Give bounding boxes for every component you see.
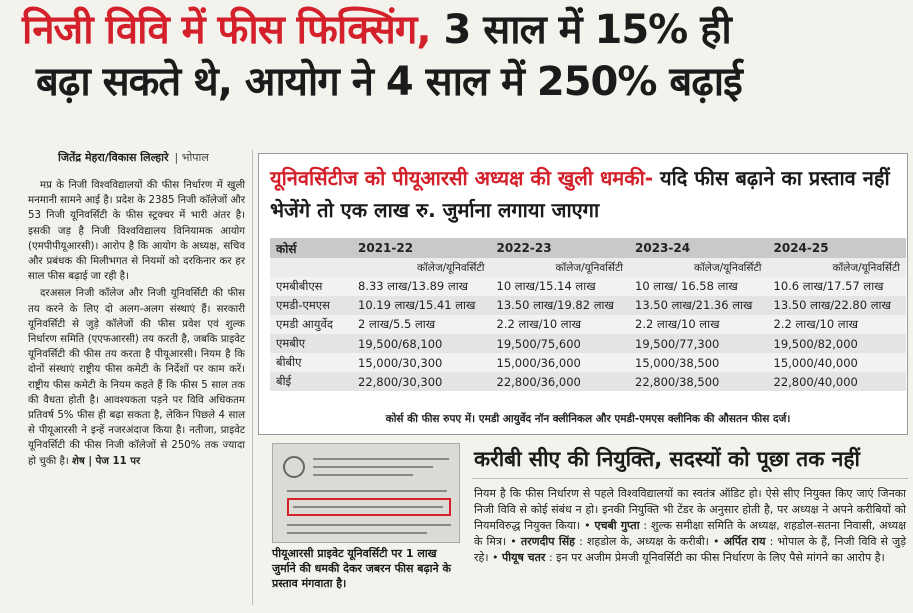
photo-text-line xyxy=(287,490,447,492)
fee-cell: 22,800/40,000 xyxy=(768,372,907,391)
photo-text-line xyxy=(313,458,449,460)
headline-red-text: निजी विवि में फीस फिक्सिंग, xyxy=(22,7,431,53)
fee-cell: 8.33 लाख/13.89 लाख xyxy=(352,277,491,296)
fee-cell: 15,000/36,000 xyxy=(491,353,630,372)
fee-cell: 15,000/30,300 xyxy=(352,353,491,372)
course-name: बीबीए xyxy=(270,353,352,372)
column-divider xyxy=(252,150,253,605)
section2-body xyxy=(474,486,906,566)
course-name: एमबीए xyxy=(270,334,352,353)
fee-cell: 2 लाख/5.5 लाख xyxy=(352,315,491,334)
fee-cell: 10 लाख/ 16.58 लाख xyxy=(629,277,768,296)
section2-intro: नियम है कि फीस निर्धारण से पहले विश्वविद्यालयों का स्वतंत्र ऑडिट हो। ऐसे सीए नियुक्त किए जाएं जिनका निजी विवि से कोई संबंध न हो। इनकी नियुक्ति भी टेंडर के अनुसार होती है, पर अध्यक्ष ने अपने करीबियों को नियमविरुद्ध नियुक्त किया। xyxy=(474,487,906,532)
fee-cell: 19,500/75,600 xyxy=(491,334,630,353)
subheader-college-university: कॉलेज/यूनिवर्सिटी xyxy=(629,258,768,277)
table-row xyxy=(270,315,906,334)
fee-table-header-row xyxy=(270,238,906,258)
continued-on-page: शेष | पेज 11 पर xyxy=(71,455,141,467)
photo-text-line xyxy=(313,466,433,468)
table-row xyxy=(270,277,906,296)
fee-cell: 10.19 लाख/15.41 लाख xyxy=(352,296,491,315)
fee-cell: 13.50 लाख/22.80 लाख xyxy=(768,296,907,315)
member-name: तरणदीप सिंह xyxy=(520,535,576,548)
member-desc: : भोपाल के हैं, निजी विवि से जुड़े रहे। xyxy=(474,535,907,564)
header-2024-25: 2024-25 xyxy=(768,238,907,258)
member-name: एचबी गुप्ता xyxy=(594,519,640,532)
fee-cell: 19,500/77,300 xyxy=(629,334,768,353)
fee-cell: 19,500/82,000 xyxy=(768,334,907,353)
table-row xyxy=(270,372,906,391)
subheader-college-university: कॉलेज/यूनिवर्सिटी xyxy=(768,258,907,277)
box-subheadline xyxy=(270,162,900,226)
table-row xyxy=(270,296,906,315)
course-name: एमबीबीएस xyxy=(270,277,352,296)
byline-place: | भोपाल xyxy=(174,151,209,164)
article-paragraph-1: मप्र के निजी विश्वविद्यालयों की फीस निर्धारण में खुली मनमानी सामने आई है। प्रदेश के 2385 निजी कॉलेजों और 53 निजी यूनिवर्सिटी के फीस स्ट्रक्चर में भारी अंतर है। इसकी जड़ है निजी विश्वविद्यालय विनियामक आयोग (एमपीपीयूआरसी)। आरोप है कि आयोग के अध्यक्ष, सचिव और प्रबंधक की मिलीभगत से नियमों को दरकिनार कर हर साल फीस बढ़ाई जा रही है। xyxy=(28,180,245,283)
table-row xyxy=(270,353,906,372)
table-row xyxy=(270,334,906,353)
headline-line-1 xyxy=(22,4,902,56)
fee-cell: 10.6 लाख/17.57 लाख xyxy=(768,277,907,296)
member-name: अर्पित राय xyxy=(723,535,766,548)
bullet-icon: • xyxy=(510,535,517,548)
photo-caption: पीयूआरसी प्राइवेट यूनिवर्सिटी पर 1 लाख जुर्माने की धमकी देकर जबरन फीस बढ़ाने के प्रस्ताव मंगवाता है। xyxy=(272,547,451,590)
fee-cell: 22,800/38,500 xyxy=(629,372,768,391)
header-2022-23: 2022-23 xyxy=(491,238,630,258)
member-desc: : शुल्क समीक्षा समिति के अध्यक्ष, शहडोल-सतना निवासी, अध्यक्ष के मित्र। xyxy=(474,519,906,548)
fee-table-subheader-row xyxy=(270,258,906,277)
header-course: कोर्स xyxy=(270,238,352,258)
emblem-icon xyxy=(283,456,305,478)
section2-rule xyxy=(472,478,908,479)
course-name: एमडी-एमएस xyxy=(270,296,352,315)
member-desc: : शहडोल के, अध्यक्ष के करीबी। xyxy=(579,535,709,548)
subheader-empty xyxy=(270,258,352,277)
fee-cell: 13.50 लाख/21.36 लाख xyxy=(629,296,768,315)
headline xyxy=(22,4,902,108)
subheader-college-university: कॉलेज/यूनिवर्सिटी xyxy=(491,258,630,277)
byline xyxy=(58,150,209,165)
fee-cell: 15,000/38,500 xyxy=(629,353,768,372)
photo-text-line xyxy=(287,532,427,534)
fee-cell: 10 लाख/15.14 लाख xyxy=(491,277,630,296)
fee-cell: 13.50 लाख/19.82 लाख xyxy=(491,296,630,315)
fee-cell: 2.2 लाख/10 लाख xyxy=(491,315,630,334)
header-2023-24: 2023-24 xyxy=(629,238,768,258)
bullet-icon: • xyxy=(492,551,499,564)
header-2021-22: 2021-22 xyxy=(352,238,491,258)
fee-cell: 2.2 लाख/10 लाख xyxy=(629,315,768,334)
fee-table xyxy=(270,238,906,391)
member-desc: : इन पर अजीम प्रेमजी यूनिवर्सिटी का फीस निर्धारण के लिए पैसे मांगने का आरोप है। xyxy=(548,551,885,564)
box-subheadline-red: यूनिवर्सिटीज को पीयूआरसी अध्यक्ष की खुली धमकी- xyxy=(270,166,654,190)
course-name: बीई xyxy=(270,372,352,391)
table-footnote: कोर्स की फीस रुपए में। एमडी आयुर्वेद नॉन क्लीनिकल और एमडी-एमएस क्लीनिक की औसतन फीस दर्ज। xyxy=(385,413,791,425)
member-name: पीयूष चतर xyxy=(502,551,546,564)
article-paragraph-2 xyxy=(28,286,245,468)
fee-cell: 22,800/30,300 xyxy=(352,372,491,391)
fee-cell: 15,000/40,000 xyxy=(768,353,907,372)
photo-text-line xyxy=(287,524,451,526)
bullet-icon: • xyxy=(713,535,720,548)
article-paragraph-2-text: दरअसल निजी कॉलेज और निजी यूनिवर्सिटी की फीस तय करने के लिए दो अलग-अलग संस्थाएं हैं। सरकारी यूनिवर्सिटी से जुड़े कॉलेजों की फीस प्रवेश एवं शुल्क निर्धारण समिति (एएफआरसी) तय करती है, जबकि प्राइवेट यूनिवर्सिटी की फीस तय करता है पीयूआरसी। नियम है कि दोनों संस्थाएं राष्ट्रीय फीस कमेटी के निर्देशों पर काम करें। राष्ट्रीय फीस कमेटी के नियम कहते हैं कि फीस 5 साल तक की वैधता होती है। आवश्यकता पड़ने पर विवि अधिकतम प्रतिवर्ष 5% फीस ही बढ़ा सकता है, लेकिन पिछले 4 साल से पीयूआरसी ने इन्हें नजरअंदाज किया है। नतीजा, प्राइवेट यूनिवर्सिटी की फीस निजी कॉलेजों से 250% तक ज्यादा हो चुकी है। xyxy=(28,288,245,467)
left-column-article xyxy=(28,178,245,471)
fee-cell: 19,500/68,100 xyxy=(352,334,491,353)
subheader-college-university: कॉलेज/यूनिवर्सिटी xyxy=(352,258,491,277)
section2-subheadline: करीबी सीए की नियुक्ति, सदस्यों को पूछा तक नहीं xyxy=(474,447,860,471)
fee-cell: 22,800/36,000 xyxy=(491,372,630,391)
document-photo xyxy=(272,443,460,543)
headline-line-2: बढ़ा सकते थे, आयोग ने 4 साल में 250% बढ़ाई xyxy=(36,59,742,105)
photo-text-line xyxy=(313,474,413,476)
fee-cell: 2.2 लाख/10 लाख xyxy=(768,315,907,334)
course-name: एमडी आयुर्वेद xyxy=(270,315,352,334)
box-subheadline-black: यदि फीस बढ़ाने का प्रस्ताव नहीं भेजेंगे तो एक लाख रु. जुर्माना लगाया जाएगा xyxy=(270,166,890,222)
headline-black-text: 3 साल में 15% ही xyxy=(430,7,731,53)
photo-text-line xyxy=(293,506,443,508)
bullet-icon: • xyxy=(584,519,591,532)
byline-authors: जितेंद्र मेहरा/विकास लिल्हारे xyxy=(58,151,169,164)
